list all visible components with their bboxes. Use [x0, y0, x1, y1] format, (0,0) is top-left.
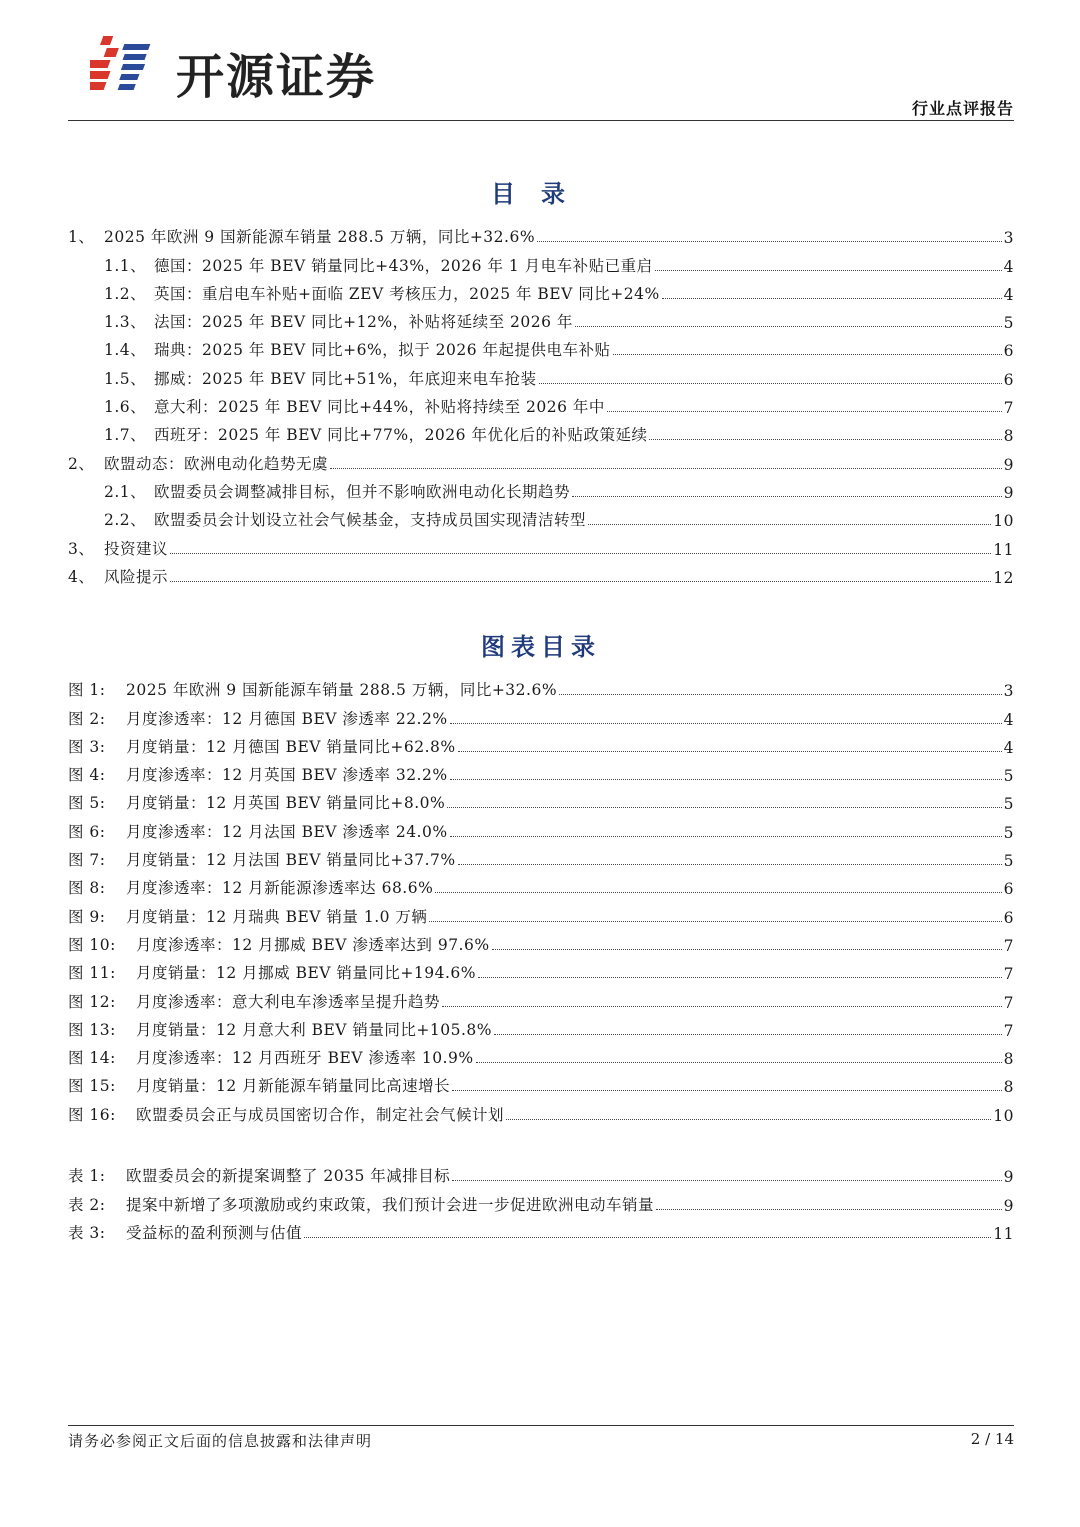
- figure-entry[interactable]: [68, 1096, 1014, 1124]
- dot-leader: [656, 1208, 1002, 1210]
- table-page: 9: [1003, 1196, 1014, 1215]
- dot-leader: [478, 976, 1002, 978]
- toc-entry-title: 瑞典：2025 年 BEV 同比+6%，拟于 2026 年起提供电车补贴: [154, 341, 611, 360]
- figure-caption: 月度销量：12 月德国 BEV 销量同比+62.8%: [126, 737, 456, 756]
- toc-entry-title: 英国：重启电车补贴+面临 ZEV 考核压力，2025 年 BEV 同比+24%: [154, 284, 660, 303]
- figure-page: 8: [1003, 1050, 1014, 1069]
- figure-number: 图 12:: [68, 992, 116, 1011]
- figure-caption: 月度渗透率：12 月德国 BEV 渗透率 22.2%: [126, 709, 448, 728]
- toc-entry-page: 10: [993, 512, 1014, 531]
- figure-number: 图 4:: [68, 766, 106, 785]
- toc-entry-number: 1.1、: [104, 256, 147, 275]
- dot-leader: [588, 523, 991, 525]
- table-entry[interactable]: [68, 1158, 1014, 1186]
- figure-caption: 月度渗透率：12 月新能源渗透率达 68.6%: [126, 879, 434, 898]
- figure-page: 6: [1003, 908, 1014, 927]
- toc-entry[interactable]: [68, 247, 1014, 275]
- dot-leader: [476, 1061, 1002, 1063]
- figure-page: 8: [1003, 1078, 1014, 1097]
- dot-leader: [494, 1033, 1002, 1035]
- figure-number: 图 3:: [68, 737, 106, 756]
- figure-page: 5: [1003, 852, 1014, 871]
- toc-entry[interactable]: [68, 474, 1014, 502]
- table-number: 表 3:: [68, 1223, 106, 1242]
- toc-entry[interactable]: [68, 219, 1014, 247]
- toc-entry-number: 1.4、: [104, 341, 147, 360]
- figure-number: 图 8:: [68, 879, 106, 898]
- figure-caption: 月度销量：12 月挪威 BEV 销量同比+194.6%: [136, 964, 476, 983]
- figure-caption: 月度销量：12 月法国 BEV 销量同比+37.7%: [126, 851, 456, 870]
- dot-leader: [442, 1005, 1002, 1007]
- figure-caption: 月度渗透率：12 月挪威 BEV 渗透率达到 97.6%: [136, 935, 490, 954]
- toc-entry-number: 4、: [68, 567, 95, 586]
- figure-number: 图 15:: [68, 1077, 116, 1096]
- dot-leader: [613, 353, 1002, 355]
- toc-entry[interactable]: [68, 332, 1014, 360]
- toc-entry-title: 法国：2025 年 BEV 同比+12%，补贴将延续至 2026 年: [154, 313, 573, 332]
- toc-entry-title: 德国：2025 年 BEV 销量同比+43%，2026 年 1 月电车补贴已重启: [154, 256, 653, 275]
- dot-leader: [458, 863, 1002, 865]
- figure-page: 6: [1003, 880, 1014, 899]
- header-divider: [68, 120, 1014, 121]
- toc-entry[interactable]: [68, 559, 1014, 587]
- figure-page: 3: [1003, 682, 1014, 701]
- dot-leader: [170, 552, 991, 554]
- dot-leader: [429, 920, 1001, 922]
- figure-page: 7: [1003, 936, 1014, 955]
- table-entry[interactable]: [68, 1215, 1014, 1243]
- figure-page: 7: [1003, 1021, 1014, 1040]
- toc-entry-title: 欧盟委员会调整减排目标，但并不影响欧洲电动化长期趋势: [154, 482, 571, 501]
- table-number: 表 1:: [68, 1167, 106, 1186]
- toc-list: [68, 219, 1014, 587]
- toc-entry-number: 1.2、: [104, 284, 147, 303]
- table-caption: 受益标的盈利预测与估值: [126, 1223, 303, 1242]
- figure-caption: 月度渗透率：12 月西班牙 BEV 渗透率 10.9%: [136, 1049, 474, 1068]
- table-page: 9: [1003, 1168, 1014, 1187]
- table-list: [68, 1158, 1014, 1243]
- toc-entry-page: 11: [993, 540, 1014, 559]
- toc-entry-number: 1.6、: [104, 398, 147, 417]
- figure-page: 4: [1003, 738, 1014, 757]
- toc-entry-title: 西班牙：2025 年 BEV 同比+77%，2026 年优化后的补贴政策延续: [154, 426, 648, 445]
- figure-number: 图 16:: [68, 1105, 116, 1124]
- toc-entry-page: 3: [1003, 229, 1014, 248]
- footer-divider: [68, 1425, 1014, 1426]
- dot-leader: [452, 1089, 1001, 1091]
- page-header: [68, 28, 1014, 122]
- figure-number: 图 7:: [68, 851, 106, 870]
- figure-number: 图 2:: [68, 709, 106, 728]
- toc-entry-page: 7: [1003, 399, 1014, 418]
- figure-entry[interactable]: [68, 1040, 1014, 1068]
- toc-entry-page: 9: [1003, 483, 1014, 502]
- figure-number: 图 10:: [68, 935, 116, 954]
- footer-disclaimer: 请务必参阅正文后面的信息披露和法律声明: [68, 1432, 373, 1450]
- toc-entry-page: 5: [1003, 314, 1014, 333]
- dot-leader: [170, 580, 991, 582]
- toc-entry-number: 1.5、: [104, 369, 147, 388]
- figure-caption: 月度渗透率：意大利电车渗透率呈提升趋势: [136, 992, 441, 1011]
- toc-entry[interactable]: [68, 502, 1014, 530]
- dot-leader: [575, 325, 1002, 327]
- figure-page: 10: [993, 1106, 1014, 1125]
- kaiyuan-logo-icon: [90, 34, 162, 98]
- figure-entry[interactable]: [68, 672, 1014, 700]
- toc-entry-title: 2025 年欧洲 9 国新能源车销量 288.5 万辆，同比+32.6%: [104, 228, 536, 247]
- dot-leader: [559, 693, 1002, 695]
- figure-page: 7: [1003, 965, 1014, 984]
- figure-page: 5: [1003, 795, 1014, 814]
- figure-entry[interactable]: [68, 898, 1014, 926]
- figure-page: 5: [1003, 767, 1014, 786]
- dot-leader: [304, 1236, 991, 1238]
- toc-entry-number: 1、: [68, 228, 95, 247]
- dot-leader: [452, 1179, 1001, 1181]
- toc-entry-number: 2.1、: [104, 482, 147, 501]
- toc-entry-number: 1.7、: [104, 426, 147, 445]
- table-number: 表 2:: [68, 1195, 106, 1214]
- figure-number: 图 6:: [68, 822, 106, 841]
- table-entry[interactable]: [68, 1186, 1014, 1214]
- toc-entry-page: 4: [1003, 257, 1014, 276]
- figure-page: 7: [1003, 993, 1014, 1012]
- toc-entry-page: 4: [1003, 285, 1014, 304]
- figure-caption: 月度销量：12 月新能源车销量同比高速增长: [136, 1077, 451, 1096]
- toc-entry-page: 6: [1003, 370, 1014, 389]
- toc-entry[interactable]: [68, 530, 1014, 558]
- toc-entry-title: 欧盟委员会计划设立社会气候基金，支持成员国实现清洁转型: [154, 511, 587, 530]
- table-caption: 提案中新增了多项激励或约束政策，我们预计会进一步促进欧洲电动车销量: [126, 1195, 655, 1214]
- dot-leader: [330, 467, 1002, 469]
- toc-entry-page: 8: [1003, 427, 1014, 446]
- toc-title: 目录: [491, 180, 591, 208]
- figure-number: 图 9:: [68, 907, 106, 926]
- figure-list: [68, 672, 1014, 1125]
- toc-entry[interactable]: [68, 276, 1014, 304]
- toc-entry-page: 6: [1003, 342, 1014, 361]
- figure-caption: 月度销量：12 月意大利 BEV 销量同比+105.8%: [136, 1020, 492, 1039]
- dot-leader: [435, 891, 1001, 893]
- dot-leader: [450, 835, 1002, 837]
- figure-entry[interactable]: [68, 983, 1014, 1011]
- toc-entry-number: 2.2、: [104, 511, 147, 530]
- toc-entry-number: 2、: [68, 454, 95, 473]
- figure-entry[interactable]: [68, 757, 1014, 785]
- dot-leader: [649, 438, 1001, 440]
- dot-leader: [607, 410, 1002, 412]
- figure-entry[interactable]: [68, 813, 1014, 841]
- page-indicator: 2 / 14: [970, 1430, 1014, 1448]
- figure-entry[interactable]: [68, 927, 1014, 955]
- report-type: 行业点评报告: [911, 99, 1014, 118]
- dot-leader: [537, 240, 1002, 242]
- figure-entry[interactable]: [68, 1012, 1014, 1040]
- figure-caption: 2025 年欧洲 9 国新能源车销量 288.5 万辆，同比+32.6%: [126, 681, 558, 700]
- toc-entry[interactable]: [68, 304, 1014, 332]
- figure-entry[interactable]: [68, 842, 1014, 870]
- table-page: 11: [993, 1224, 1014, 1243]
- dot-leader: [492, 948, 1002, 950]
- company-name: 开源证券: [176, 49, 377, 105]
- figure-caption: 月度渗透率：12 月英国 BEV 渗透率 32.2%: [126, 766, 448, 785]
- toc-entry-number: 3、: [68, 539, 95, 558]
- figure-list-title: 图表目录: [481, 633, 601, 661]
- figure-caption: 月度销量：12 月英国 BEV 销量同比+8.0%: [126, 794, 446, 813]
- dot-leader: [655, 269, 1002, 271]
- figure-number: 图 1:: [68, 681, 106, 700]
- dot-leader: [458, 750, 1002, 752]
- figure-number: 图 14:: [68, 1049, 116, 1068]
- table-caption: 欧盟委员会的新提案调整了 2035 年减排目标: [126, 1167, 451, 1186]
- toc-entry-page: 12: [993, 568, 1014, 587]
- figure-caption: 欧盟委员会正与成员国密切合作，制定社会气候计划: [136, 1105, 505, 1124]
- dot-leader: [662, 297, 1002, 299]
- figure-entry[interactable]: [68, 870, 1014, 898]
- toc-entry[interactable]: [68, 389, 1014, 417]
- toc-entry-title: 挪威：2025 年 BEV 同比+51%，年底迎来电车抢装: [154, 369, 537, 388]
- toc-entry-title: 欧盟动态：欧洲电动化趋势无虞: [104, 454, 329, 473]
- figure-entry[interactable]: [68, 785, 1014, 813]
- dot-leader: [539, 382, 1002, 384]
- dot-leader: [450, 722, 1002, 724]
- toc-entry-title: 意大利：2025 年 BEV 同比+44%，补贴将持续至 2026 年中: [154, 398, 605, 417]
- dot-leader: [447, 806, 1001, 808]
- dot-leader: [506, 1118, 991, 1120]
- figure-entry[interactable]: [68, 1068, 1014, 1096]
- toc-entry[interactable]: [68, 417, 1014, 445]
- dot-leader: [572, 495, 1002, 497]
- toc-entry-title: 投资建议: [104, 539, 169, 558]
- figure-caption: 月度渗透率：12 月法国 BEV 渗透率 24.0%: [126, 822, 448, 841]
- figure-caption: 月度销量：12 月瑞典 BEV 销量 1.0 万辆: [126, 907, 428, 926]
- figure-number: 图 13:: [68, 1020, 116, 1039]
- figure-number: 图 11:: [68, 964, 116, 983]
- figure-page: 5: [1003, 823, 1014, 842]
- figure-page: 4: [1003, 710, 1014, 729]
- toc-entry-page: 9: [1003, 455, 1014, 474]
- figure-entry[interactable]: [68, 955, 1014, 983]
- toc-entry-number: 1.3、: [104, 313, 147, 332]
- toc-entry-title: 风险提示: [104, 567, 169, 586]
- figure-entry[interactable]: [68, 729, 1014, 757]
- dot-leader: [450, 778, 1002, 780]
- toc-entry[interactable]: [68, 360, 1014, 388]
- figure-entry[interactable]: [68, 700, 1014, 728]
- toc-entry[interactable]: [68, 445, 1014, 473]
- figure-number: 图 5:: [68, 794, 106, 813]
